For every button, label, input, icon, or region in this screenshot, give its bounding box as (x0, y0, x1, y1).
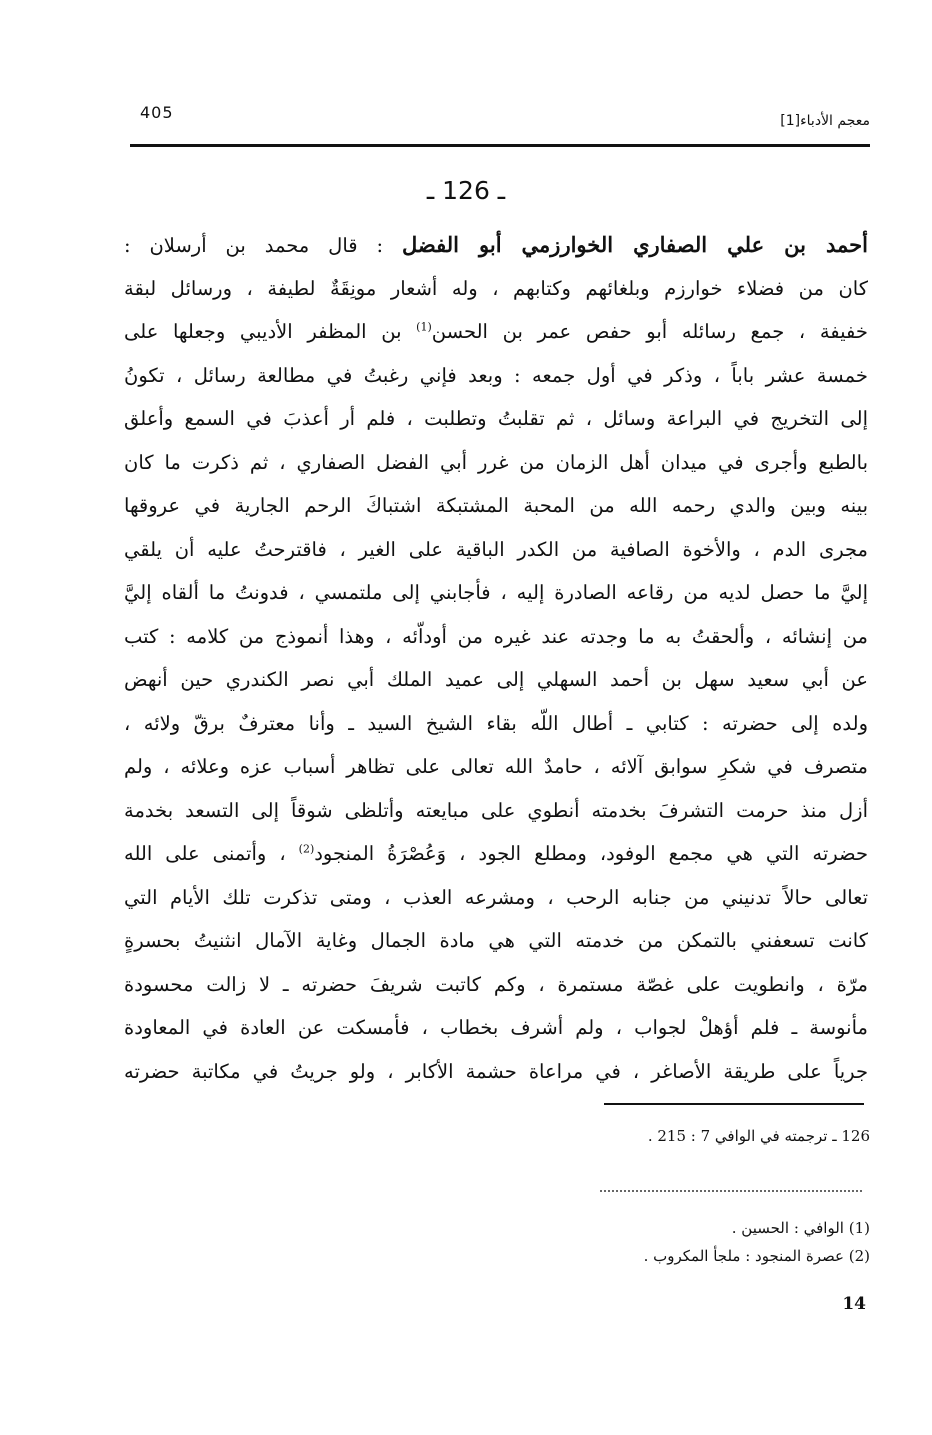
line-text: خفيفة ، جمع رسائله أبو حفص عمر بن الحسن (431, 320, 868, 343)
body-line (124, 745, 868, 789)
entry-heading: أحمد بن علي الصفاري الخوارزمي أبو الفضل (402, 232, 868, 257)
line-text: : قال محمد بن أرسلان : (124, 234, 402, 257)
body-line (124, 310, 868, 354)
line-text: أزل منذ حرمت التشرفَ بخدمته أنطوي على مبايعته وأتلظى شوقاً إلى التسعد بخدمة (124, 798, 868, 822)
line-text: ولده إلى حضرته : كتابي ـ أطال اللّه بقاء الشيخ السيد ـ وأنا معترفٌ برقّ ولائه ، (124, 711, 868, 735)
line-text: عن أبي سعيد سهل بن أحمد السهلي إلى عميد الملك أبي نصر الكندري حين أنهض (124, 668, 868, 691)
footnote-marker: (1) (416, 320, 432, 334)
body-line (124, 397, 868, 441)
body-line (124, 963, 868, 1007)
body-line (124, 789, 868, 833)
line-text: بينه وبين والدي رحمه الله من المحبة المشتبكة اشتباكَ الرحم الجارية في عروقها (124, 494, 868, 517)
body-text (124, 223, 868, 1093)
body-line (124, 615, 868, 659)
line-text: جرياً على طريقة الأصاغر ، في مراعاة حشمة الأكابر ، ولو جريتُ في مكاتبة حضرته (124, 1059, 868, 1083)
running-title: معجم الأدباء[1] (780, 113, 870, 129)
page-number-top: 405 (140, 103, 174, 122)
line-text: مأنوسة ـ فلم أؤهلْ لجواب ، ولم أشرف بخطاب ، فأمسكت عن العادة في المعاودة (124, 1016, 868, 1039)
body-line (124, 223, 868, 267)
line-text: متصرف في شكرِ سوابق آلائه ، حامدٌ الله تعالى على تظاهر أسباب عزه وعلائه ، ولم (124, 755, 868, 778)
line-text: مجرى الدم ، والأخوة الصافية من الكدر الباقية على الغير ، فاقترحتُ عليه أن يلقي (124, 537, 868, 561)
entry-number: ـ 126 ـ (426, 176, 506, 205)
body-line (124, 354, 868, 398)
line-text: خمسة عشر باباً ، وذكر في أول جمعه : وبعد فإني رغبتُ في مطالعة رسائل ، تكونُ (124, 363, 868, 387)
body-line (124, 484, 868, 528)
body-line (124, 876, 868, 920)
body-line (124, 571, 868, 615)
body-line (124, 702, 868, 746)
body-line (124, 832, 868, 876)
line-text-after: بن المظفر الأديبي وجعلها على (124, 320, 417, 343)
line-text: كان من فضلاء خوارزم وبلغائهم وكتابهم ، وله أشعار مونِقَةٌ لطيفة ، ورسائل لبقة (124, 276, 868, 300)
footnote-item: (2) عصرة المنجود : ملجأ المكروب . (643, 1247, 870, 1265)
footnote-rule (604, 1103, 864, 1105)
line-text: مرّة ، وانطويت على غصّة مستمرة ، وكم كاتبت شريفَ حضرته ـ لا زالت محسودة (124, 972, 868, 996)
body-line (124, 919, 868, 963)
body-line (124, 1050, 868, 1094)
line-text: إليَّ ما حصل لديه من رقاعه الصادرة إليه ، فأجابني إلى ملتمسي ، فدونتُ ما ألقاه إليَّ (124, 581, 868, 604)
line-text: من إنشائه ، وألحقتُ به ما وجدته عند غيره من أوداّئه ، وهذا أنموذج من كلامه : كتب (124, 624, 868, 648)
line-text-after: ، وأتمنى على الله (124, 842, 299, 865)
body-line (124, 1006, 868, 1050)
body-line (124, 267, 868, 311)
footnote-item: (1) الوافي : الحسين . (731, 1219, 870, 1237)
line-text: بالطبع وأجرى في ميدان أهل الزمان من غرر أبي الفضل الصفاري ، ثم ذكرت ما كان (124, 450, 868, 474)
line-text: تعالى حالاً تدنيني من جنابه الرحب ، ومشرعه العذب ، ومتى تذكرت تلك الأيام التي (124, 885, 868, 909)
body-line (124, 658, 868, 702)
footnotes (644, 1214, 870, 1270)
body-line (124, 528, 868, 572)
header-rule (130, 144, 870, 147)
line-text: إلى التخريج في البراعة وسائل ، ثم تقلبتُ وتطلبت ، فلم أر أعذبَ في السمع وأعلق (124, 407, 868, 430)
line-text: كانت تسعفني بالتمكن من خدمته التي هي مادة الجمال وغاية الآمال انثنيتُ بحسرةٍ (124, 929, 868, 952)
footnote-marker: (2) (298, 842, 315, 856)
source-note: 126 ـ ترجمته في الوافي 7 : 215 . (647, 1127, 870, 1145)
line-text: حضرته التي هي مجمع الوفود، ومطلع الجود ، وَعُصْرَةُ المنجود (314, 842, 868, 865)
page-number-bottom: 14 (842, 1294, 866, 1314)
body-line (124, 441, 868, 485)
dotted-separator (600, 1190, 862, 1192)
